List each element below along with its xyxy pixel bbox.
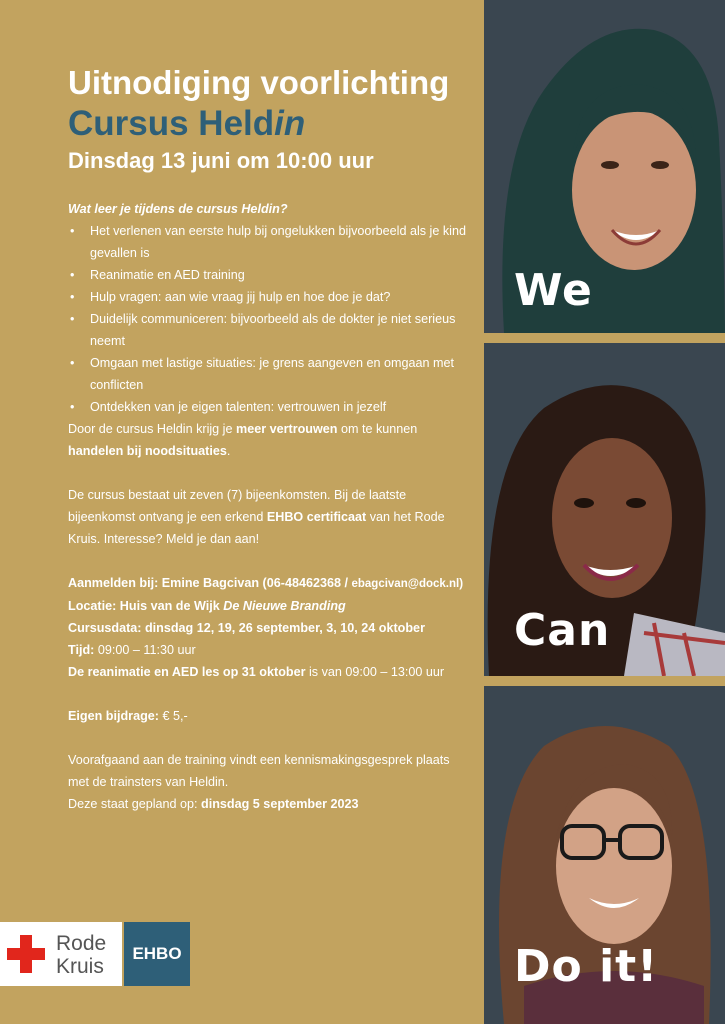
prelim-date-line [68, 793, 468, 815]
portrait-photo-1 [484, 0, 725, 333]
photo-label-3: Do it! [514, 941, 659, 992]
logo-line1: Rode [56, 932, 107, 955]
portrait-photo-3 [484, 686, 725, 1024]
signup-line [68, 572, 468, 595]
logo-line2: Kruis [56, 955, 104, 978]
location-line [68, 595, 468, 617]
session-date: Dinsdag 13 juni om 10:00 uur [68, 148, 374, 173]
cpr-line [68, 661, 468, 683]
text-span: Deze staat gepland op: [68, 797, 202, 811]
ehbo-badge: EHBO [124, 922, 190, 986]
list-item: • Omgaan met lastige situaties: je grens aangeven en omgaan met conflicten [68, 352, 468, 396]
fee-label: Eigen bijdrage: [68, 709, 159, 723]
course-text [68, 484, 468, 550]
red-cross-icon [7, 935, 45, 973]
time-value: 09:00 – 11:30 uur [94, 643, 196, 657]
confidence-text [68, 418, 468, 462]
red-cross-ehbo-logo [0, 922, 190, 986]
signup-email[interactable]: ebagcivan@dock.nl) [351, 578, 464, 590]
text-bold: handelen bij noodsituaties [68, 444, 227, 458]
intro-question: Wat leer je tijdens de cursus Heldin? [68, 202, 288, 216]
list-item: • Reanimatie en AED training [68, 264, 468, 286]
text-span: De cursus bestaat uit zeven (7) bijeenkomsten. Bij de laatste bijeenkomst ontvang je een erkend [68, 488, 407, 524]
location-label: Locatie: Huis van de Wijk [68, 599, 224, 613]
text-span: van het Rode Kruis. Interesse? Meld je dan aan! [68, 510, 445, 546]
photo-divider [484, 333, 725, 343]
list-item: • Ontdekken van je eigen talenten: vertrouwen in jezelf [68, 396, 468, 418]
topics-list [68, 220, 468, 418]
list-item: • Het verlenen van eerste hulp bij ongelukken bijvoorbeeld als je kind gevallen is [68, 220, 468, 264]
location-name: De Nieuwe Branding [223, 599, 346, 613]
text-span: Door de cursus Heldin krijg je [68, 422, 236, 436]
text-span: . [226, 444, 231, 458]
time-label: Tijd: [68, 643, 95, 657]
text-span: om te kunnen [337, 422, 418, 436]
text-bold: EHBO certificaat [266, 510, 367, 524]
text-bold: meer vertrouwen [236, 422, 338, 436]
cpr-value: is van 09:00 – 13:00 uur [305, 665, 445, 679]
prelim-date: dinsdag 5 september 2023 [201, 797, 359, 811]
signup-label: Aanmelden bij: Emine Bagcivan (06-48462368 / [68, 576, 352, 590]
fee-line [68, 705, 468, 727]
title-line2 [68, 104, 305, 144]
logo-wordmark [56, 932, 106, 978]
photo-label-2: Can [514, 605, 611, 656]
dates-line: Cursusdata: dinsdag 12, 19, 26 september, 3, 10, 24 oktober [68, 621, 425, 635]
body-text [68, 198, 468, 815]
list-item: • Duidelijk communiceren: bijvoorbeeld als de dokter je niet serieus neemt [68, 308, 468, 352]
title-line1: Uitnodiging voorlichting [68, 64, 450, 101]
portrait-photo-2 [484, 343, 725, 676]
time-line [68, 639, 468, 661]
title-course-italic: in [274, 104, 306, 143]
fee-value: € 5,- [158, 709, 188, 723]
prelim-text: Voorafgaand aan de training vindt een kennismakingsgesprek plaats met de trainsters van Heldin. [68, 753, 450, 789]
list-item: • Hulp vragen: aan wie vraag jij hulp en hoe doe je dat? [68, 286, 468, 308]
cpr-label: De reanimatie en AED les op 31 oktober [68, 665, 306, 679]
photo-label-1: We [514, 265, 593, 316]
logo-red-cross [0, 922, 122, 986]
title-course: Cursus Held [68, 104, 275, 143]
photo-divider [484, 676, 725, 686]
